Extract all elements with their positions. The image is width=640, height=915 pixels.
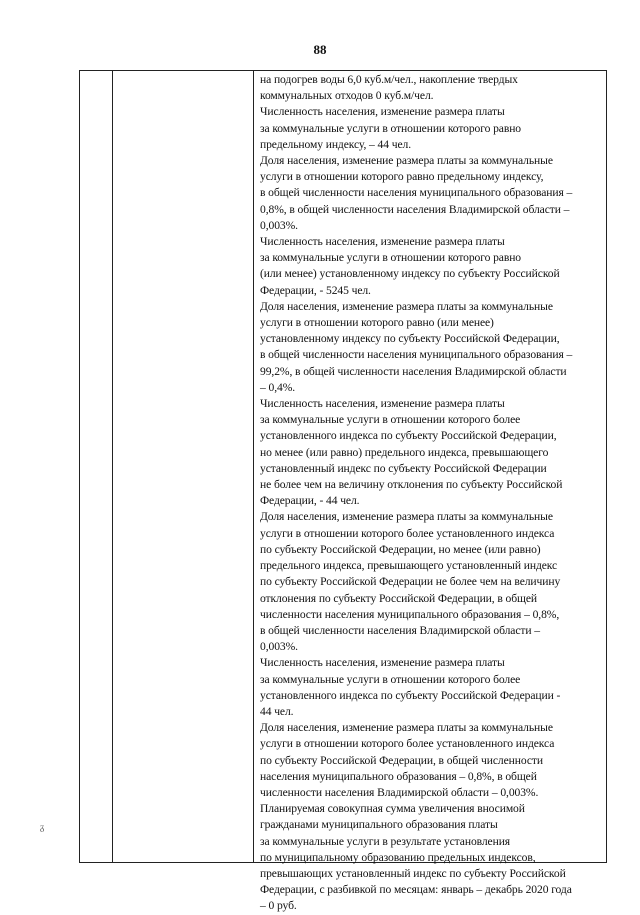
cell-text-line: установленного индекса по субъекту Российской Федерации - bbox=[260, 688, 561, 702]
scan-mark: ᵹ bbox=[40, 822, 45, 832]
document-table bbox=[79, 70, 607, 913]
cell-text-line: – 0 руб. bbox=[260, 899, 297, 913]
cell-text-line: 0,003%. bbox=[260, 218, 298, 232]
cell-text-line: Численность населения, изменение размера платы bbox=[260, 235, 505, 249]
cell-text-line: Федерации, с разбивкой по месяцам: январь – декабрь 2020 года bbox=[260, 883, 572, 897]
cell-text-line: услуги в отношении которого более установленного индекса bbox=[260, 737, 555, 751]
cell-text-line: предельного индекса, превышающего установленный индекс bbox=[260, 559, 558, 573]
cell-text-line: за коммунальные услуги в отношении которого более bbox=[260, 413, 521, 427]
cell-text-line: по субъекту Российской Федерации, но менее (или равно) bbox=[260, 542, 541, 556]
cell-text-line: по субъекту Российской Федерации, в общей численности bbox=[260, 753, 543, 767]
cell-text-line: но менее (или равно) предельного индекса, превышающего bbox=[260, 445, 549, 459]
cell-text-line: (или менее) установленному индексу по субъекту Российской bbox=[260, 267, 560, 281]
cell-text-line: не более чем на величину отклонения по субъекту Российской bbox=[260, 478, 563, 492]
cell-text-line: – 0,4%. bbox=[260, 380, 296, 394]
page-number: 88 bbox=[313, 42, 327, 57]
cell-text-line: 99,2%, в общей численности населения Владимирской области bbox=[260, 364, 567, 378]
cell-text-line: по субъекту Российской Федерации не более чем на величину bbox=[260, 575, 561, 589]
cell-text-line: за коммунальные услуги в отношении которого более bbox=[260, 672, 521, 686]
cell-text-line: Доля населения, изменение размера платы за коммунальные bbox=[260, 299, 553, 313]
cell-text-line: численности населения Владимирской области – 0,003%. bbox=[260, 785, 539, 799]
cell-text-line: Численность населения, изменение размера платы bbox=[260, 656, 505, 670]
column-divider-1 bbox=[112, 71, 113, 862]
cell-text-line: численности населения муниципального образования – 0,8%, bbox=[260, 607, 560, 621]
cell-text-line: отклонения по субъекту Российской Федерации, в общей bbox=[260, 591, 538, 605]
cell-text-line: населения муниципального образования – 0,8%, в общей bbox=[260, 769, 537, 783]
cell-text-line: Доля населения, изменение размера платы за коммунальные bbox=[260, 721, 553, 735]
cell-text-line: услуги в отношении которого более установленного индекса bbox=[260, 526, 555, 540]
cell-text-line: Планируемая совокупная сумма увеличения вносимой bbox=[260, 802, 525, 816]
cell-text-line: в общей численности населения муниципального образования – bbox=[260, 186, 573, 200]
cell-text-line: за коммунальные услуги в результате установления bbox=[260, 834, 511, 848]
cell-text-line: Доля населения, изменение размера платы за коммунальные bbox=[260, 510, 553, 524]
cell-text-line: предельному индексу, – 44 чел. bbox=[260, 137, 411, 151]
cell-text-line: коммунальных отходов 0 куб.м/чел. bbox=[260, 89, 434, 103]
cell-text-line: 44 чел. bbox=[260, 704, 294, 718]
cell-text-line: услуги в отношении которого равно предельному индексу, bbox=[260, 170, 544, 184]
cell-text-line: превышающих установленный индекс по субъекту Российской bbox=[260, 866, 566, 880]
cell-text-line: 0,8%, в общей численности населения Владимирской области – bbox=[260, 202, 570, 216]
cell-text-line: Численность населения, изменение размера платы bbox=[260, 397, 505, 411]
cell-text-line: Федерации, - 44 чел. bbox=[260, 494, 360, 508]
cell-text-line: за коммунальные услуги в отношении которого равно bbox=[260, 251, 522, 265]
description-cell bbox=[260, 72, 606, 915]
cell-text-line: 0,003%. bbox=[260, 640, 298, 654]
cell-text-line: Доля населения, изменение размера платы за коммунальные bbox=[260, 154, 553, 168]
cell-text-line: установленный индекс по субъекту Российской Федерации bbox=[260, 461, 547, 475]
cell-text-line: установленному индексу по субъекту Российской Федерации, bbox=[260, 332, 560, 346]
cell-text-line: в общей численности населения муниципального образования – bbox=[260, 348, 573, 362]
cell-text-line: в общей численности населения Владимирской области – bbox=[260, 623, 540, 637]
cell-text-line: установленного индекса по субъекту Российской Федерации, bbox=[260, 429, 557, 443]
cell-text-line: услуги в отношении которого равно (или менее) bbox=[260, 316, 494, 330]
cell-text-line: Федерации, - 5245 чел. bbox=[260, 283, 371, 297]
cell-text-line: по муниципальному образованию предельных индексов, bbox=[260, 850, 536, 864]
cell-text-line: гражданами муниципального образования платы bbox=[260, 818, 498, 832]
cell-text-line: за коммунальные услуги в отношении которого равно bbox=[260, 121, 522, 135]
cell-text-line: Численность населения, изменение размера платы bbox=[260, 105, 505, 119]
cell-text-line: на подогрев воды 6,0 куб.м/чел., накопление твердых bbox=[260, 73, 518, 86]
column-divider-2 bbox=[253, 71, 254, 862]
